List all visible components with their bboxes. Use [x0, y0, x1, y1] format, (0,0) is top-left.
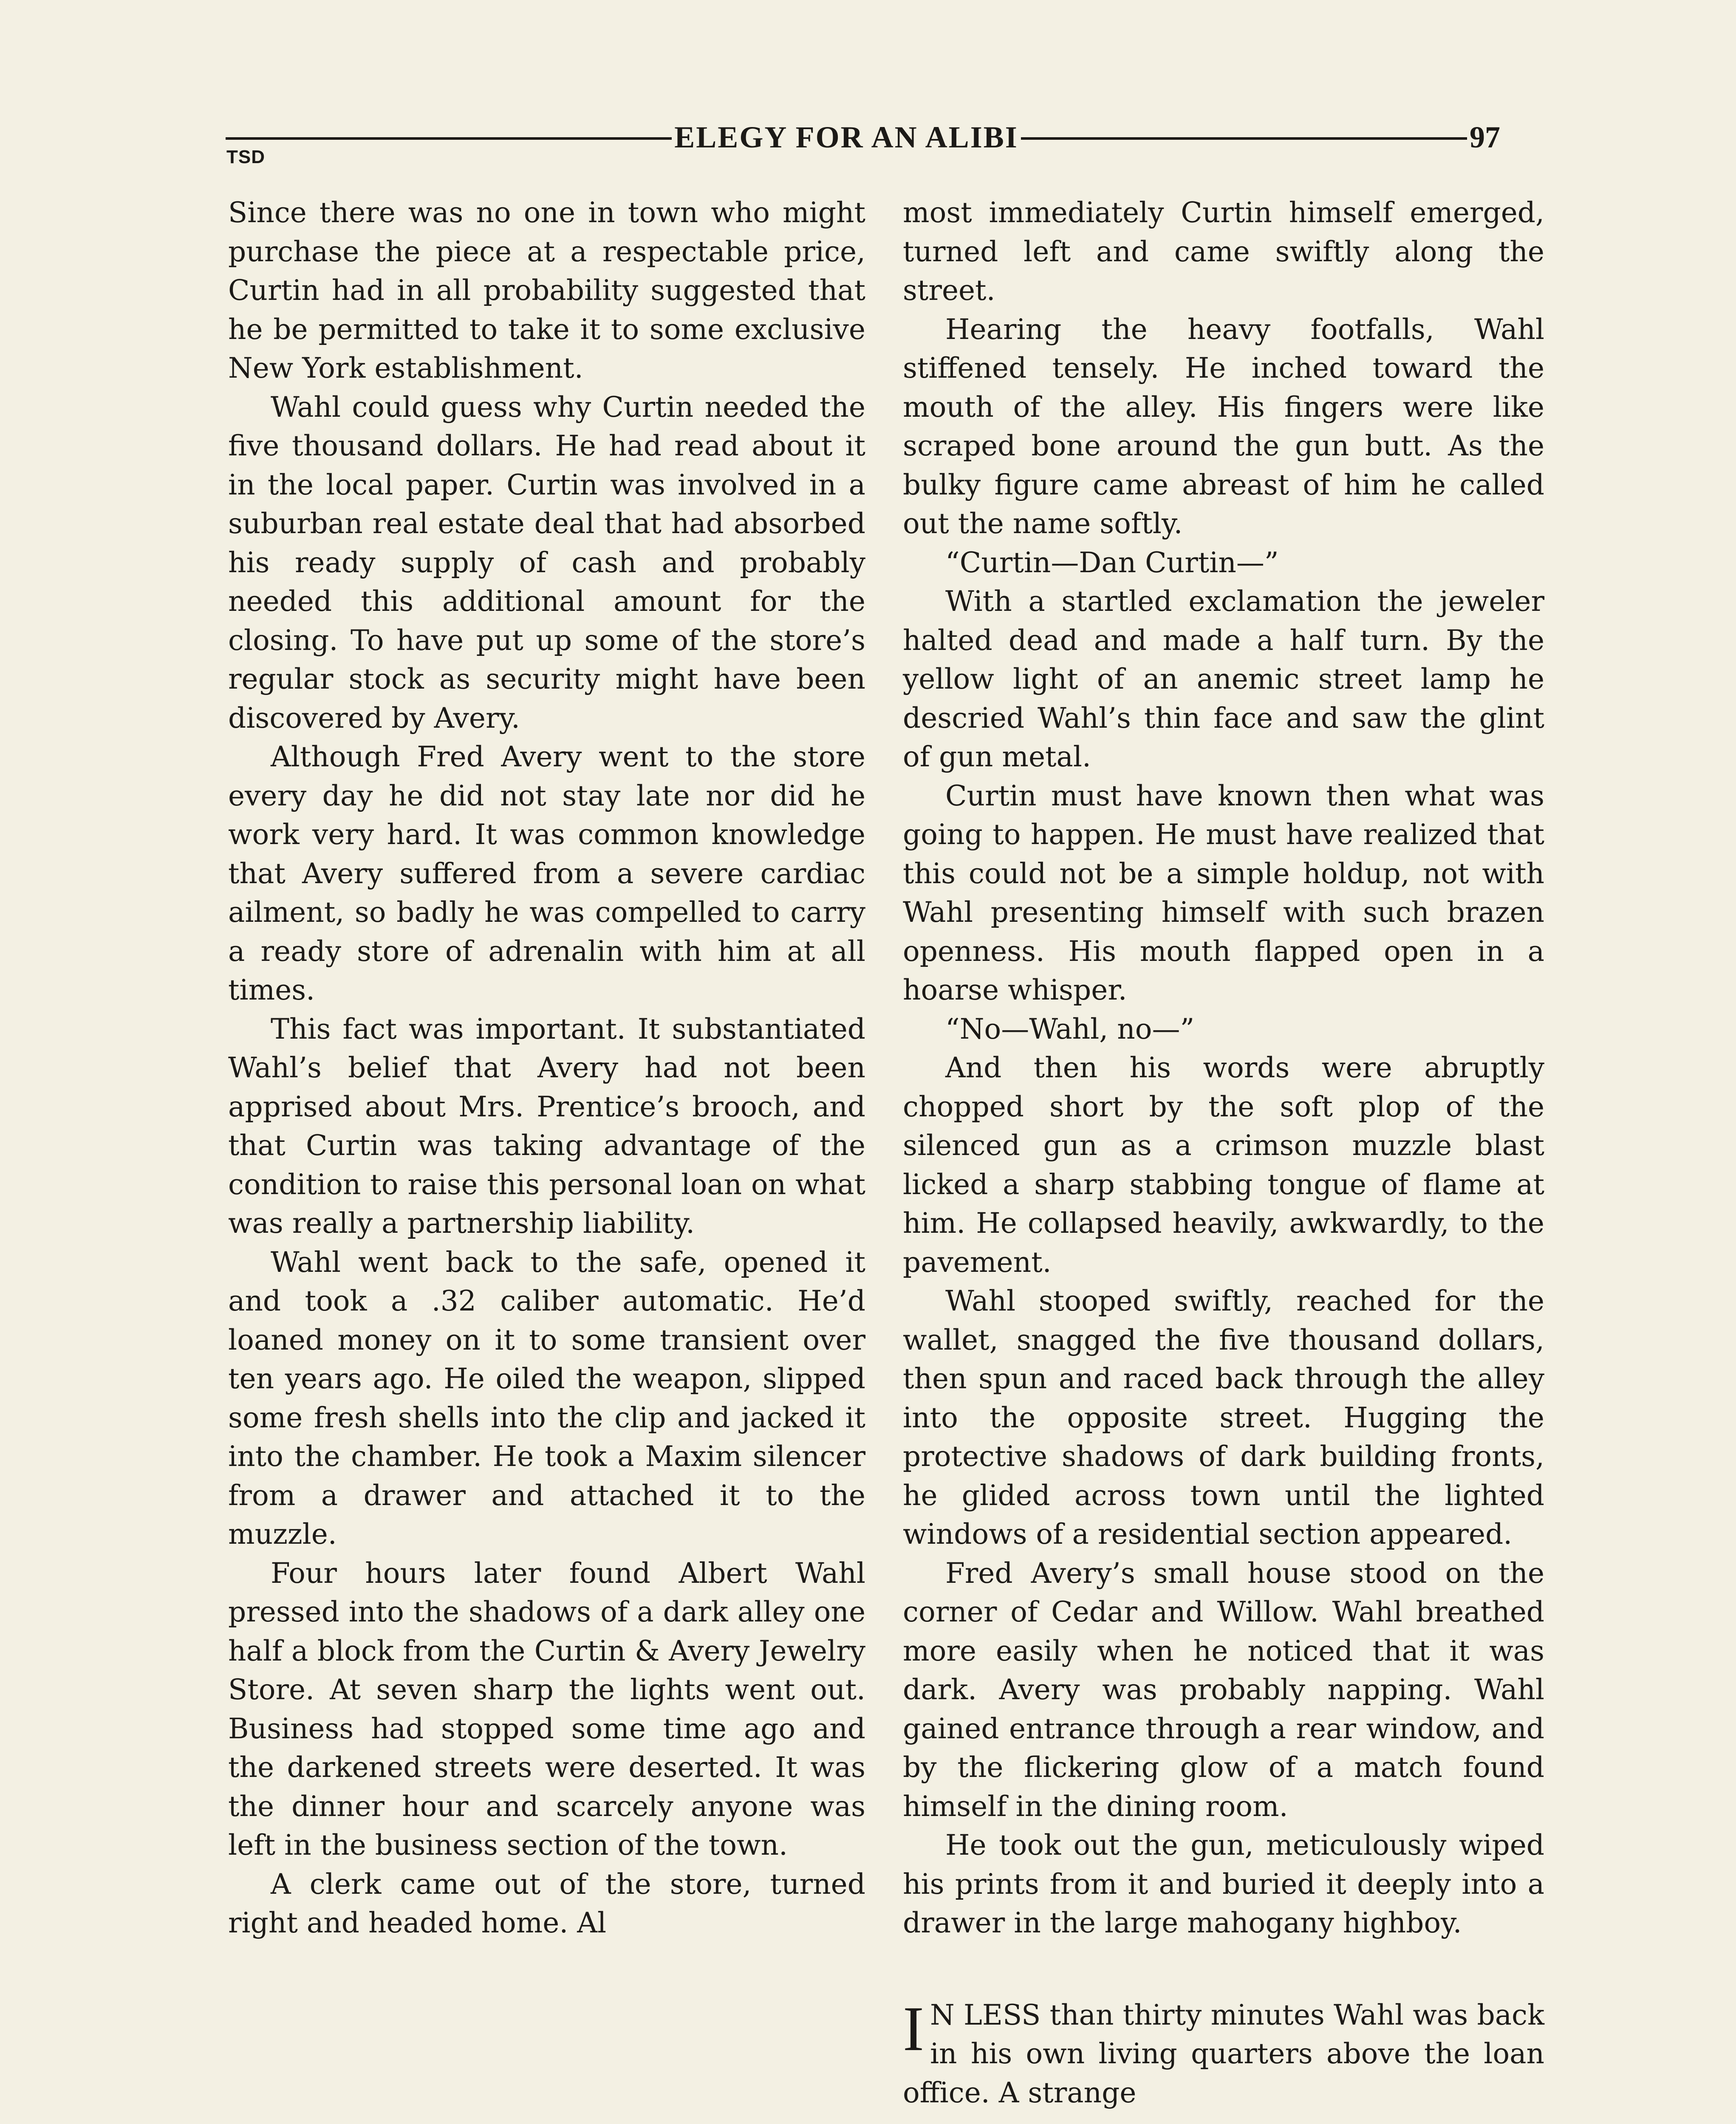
- paragraph: This fact was important. It substantiated Wahl’s belief that Avery had not been apprised about Mrs. Prentice’s brooch, and that Curtin was taking advantage of the condition to raise this personal loan on what was really a partnership liability.: [228, 1012, 865, 1240]
- story-title: ELEGY FOR AN ALIBI: [674, 120, 1018, 154]
- paragraph: Wahl stooped swiftly, reached for the wallet, snagged the five thousand dollars, then spun and raced back through the alley into the opposite street. Hugging the protective shadows of dark building fronts, he glided across town until the lighted windows of a residential section appeared.: [903, 1285, 1544, 1551]
- dialogue-line: “Curtin—Dan Curtin—”: [945, 546, 1279, 579]
- paragraph: And then his words were abruptly chopped short by the soft plop of the silenced gun as a crimson muzzle blast licked a sharp stabbing tongue of flame at him. He collapsed heavily, awkwardly, to the pavement.: [903, 1051, 1544, 1279]
- page-number: 97: [1470, 120, 1501, 154]
- paragraph: Hearing the heavy footfalls, Wahl stiffened tensely. He inched toward the mouth of the alley. His fingers were like scraped bone around the gun butt. As the bulky figure came abreast of him he called out the name softly.: [903, 313, 1544, 540]
- paragraph: Wahl could guess why Curtin needed the five thousand dollars. He had read about it in the local paper. Curtin was involved in a suburban real estate deal that had absorbed his ready supply of cash and probably needed this additional amount for the closing. To have put up some of the store’s regular stock as security might have been discovered by Avery.: [228, 390, 865, 734]
- paragraph: Although Fred Avery went to the store every day he did not stay late nor did he work very hard. It was common knowledge that Avery suffered from a severe cardiac ailment, so badly he was compelled to carry a ready store of adrenalin with him at all times.: [228, 740, 865, 1006]
- drop-cap: I: [903, 1993, 924, 2064]
- running-header: [226, 114, 1500, 161]
- header-rule-right: [1021, 137, 1467, 140]
- right-column: [903, 193, 1544, 2112]
- paragraph: He took out the gun, meticulously wiped his prints from it and buried it deeply into a drawer in the large mahogany highboy.: [903, 1829, 1544, 1939]
- dialogue-line: “No—Wahl, no—”: [945, 1012, 1195, 1045]
- paragraph: Wahl went back to the safe, opened it and took a .32 caliber automatic. He’d loaned money on it to some transient over ten years ago. He oiled the weapon, slipped some fresh shells into the clip and jacked it into the chamber. He took a Maxim silencer from a drawer and attached it to the muzzle.: [228, 1246, 865, 1551]
- paragraph: Since there was no one in town who might purchase the piece at a respectable price, Curtin had in all probability suggested that he be permitted to take it to some exclusive New York establishment.: [228, 196, 865, 384]
- section-start-paragraph: [903, 1993, 1544, 2113]
- header-rule-left: [226, 137, 672, 140]
- paragraph: Four hours later found Albert Wahl pressed into the shadows of a dark alley one half a block from the Curtin & Avery Jewelry Store. At seven sharp the lights went out. Business had stopped some time ago and the darkened streets were deserted. It was the dinner hour and scarcely anyone was left in the business section of the town.: [228, 1556, 865, 1861]
- paragraph: most immediately Curtin himself emerged, turned left and came swiftly along the street.: [903, 196, 1544, 307]
- paragraph: A clerk came out of the store, turned right and headed home. Al: [228, 1867, 865, 1939]
- publication-tag: TSD: [226, 147, 265, 167]
- section-start-text: N LESS than thirty minutes Wahl was back in his own living quarters above the loan office. A strange: [903, 1998, 1544, 2109]
- paragraph: Curtin must have known then what was going to happen. He must have realized that this could not be a simple holdup, not with Wahl presenting himself with such brazen openness. His mouth flapped open in a hoarse whisper.: [903, 779, 1544, 1006]
- paragraph: With a startled exclamation the jeweler halted dead and made a half turn. By the yellow light of an anemic street lamp he descried Wahl’s thin face and saw the glint of gun metal.: [903, 585, 1544, 773]
- paragraph: Fred Avery’s small house stood on the corner of Cedar and Willow. Wahl breathed more easily when he noticed that it was dark. Avery was probably napping. Wahl gained entrance through a rear window, and by the flickering glow of a match found himself in the dining room.: [903, 1556, 1544, 1823]
- left-column: [228, 193, 865, 1943]
